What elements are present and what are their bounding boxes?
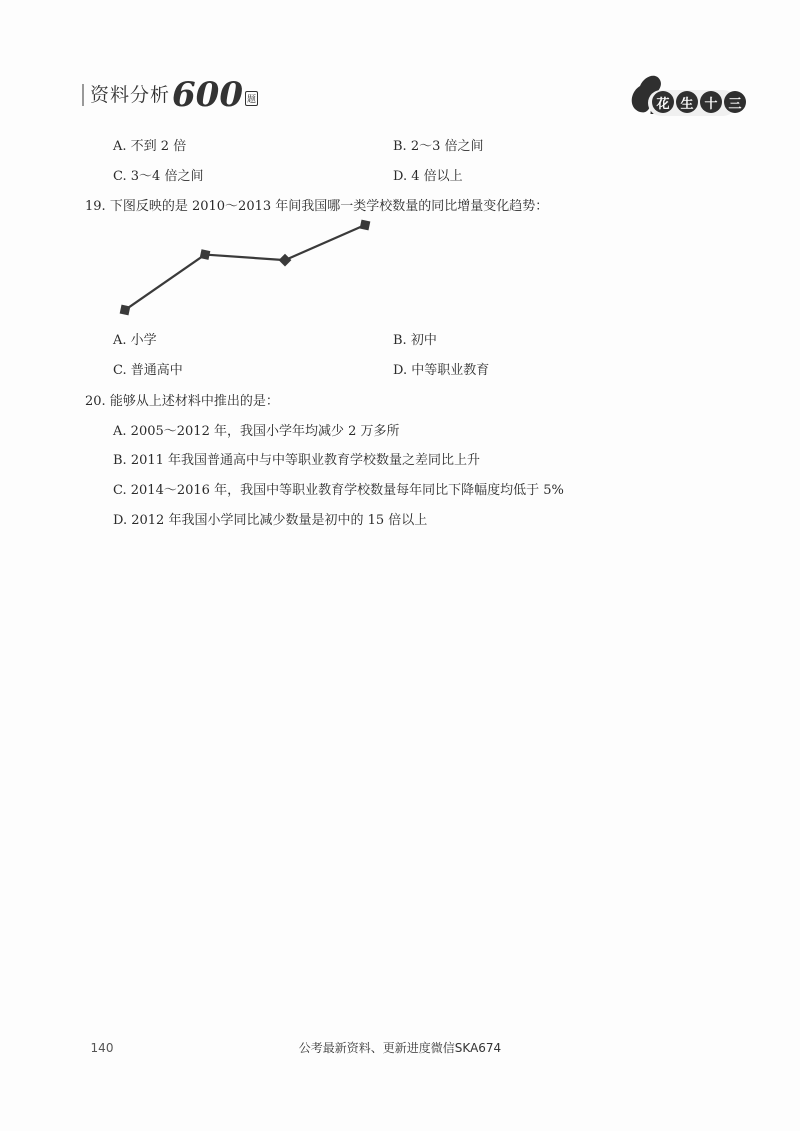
logo-char: 花 — [652, 91, 674, 113]
option-text: 2～3 倍之间 — [410, 139, 484, 154]
chart-line-segment — [285, 225, 365, 260]
option-text: 普通高中 — [130, 363, 183, 378]
q20-option-a[interactable] — [113, 424, 400, 440]
option-label: D. — [393, 363, 408, 378]
q18-option-a[interactable] — [113, 139, 186, 155]
chart-data-point — [200, 249, 211, 260]
q20-option-d[interactable] — [113, 513, 427, 529]
chart-data-point — [120, 305, 131, 316]
option-text: 小学 — [130, 333, 157, 348]
footer-note: 公考最新资料、更新进度微信SKA674 — [298, 1041, 502, 1055]
q20-stem — [85, 394, 279, 410]
option-text: 2012 年我国小学同比减少数量是初中的 15 倍以上 — [131, 513, 428, 528]
option-text: 初中 — [410, 333, 437, 348]
chart-series — [125, 225, 365, 310]
book-title-number: 600 — [172, 75, 243, 115]
option-text: 4 倍以上 — [411, 169, 463, 184]
q19-stem — [85, 199, 548, 215]
option-label: D. — [393, 169, 408, 184]
q19-option-a[interactable] — [113, 333, 157, 349]
option-label: D. — [113, 513, 128, 528]
question-number: 19. — [85, 199, 106, 214]
question-text: 下图反映的是 2010～2013 年间我国哪一类学校数量的同比增量变化趋势： — [109, 199, 549, 214]
chart-line-segment — [125, 255, 205, 310]
trend-line-chart — [110, 215, 380, 320]
option-label: B. — [113, 453, 127, 468]
option-text: 2011 年我国普通高中与中等职业教育学校数量之差同比上升 — [130, 453, 481, 468]
option-label: A. — [113, 333, 127, 348]
question-number: 20. — [85, 394, 106, 409]
option-text: 3～4 倍之间 — [130, 169, 204, 184]
book-title: 资料分析 — [90, 84, 171, 106]
q20-option-b[interactable] — [113, 453, 480, 469]
option-text: 2014～2016 年，我国中等职业教育学校数量每年同比下降幅度均低于 5% — [130, 483, 564, 498]
chart-data-point — [360, 220, 371, 231]
chart-data-point — [279, 254, 292, 267]
option-label: C. — [113, 363, 127, 378]
q19-option-b[interactable] — [393, 333, 437, 349]
logo-char: 生 — [676, 91, 698, 113]
option-text: 中等职业教育 — [411, 363, 490, 378]
q18-option-c[interactable] — [113, 169, 203, 185]
book-header — [82, 75, 258, 115]
q20-option-c[interactable] — [113, 483, 564, 499]
option-label: A. — [113, 424, 127, 439]
option-label: C. — [113, 169, 127, 184]
q19-option-c[interactable] — [113, 363, 183, 379]
logo-char: 三 — [724, 91, 746, 113]
q18-option-b[interactable] — [393, 139, 484, 155]
book-title-suffix: 题 — [245, 91, 258, 106]
option-text: 不到 2 倍 — [130, 139, 187, 154]
chart-markers — [120, 220, 371, 316]
q19-option-d[interactable] — [393, 363, 489, 379]
chart-line-segment — [205, 255, 285, 261]
question-text: 能够从上述材料中推出的是： — [109, 394, 279, 409]
option-text: 2005～2012 年，我国小学年均减少 2 万多所 — [130, 424, 400, 439]
header-divider — [82, 84, 84, 106]
q18-option-d[interactable] — [393, 169, 463, 185]
logo-text — [652, 91, 746, 113]
option-label: B. — [393, 139, 407, 154]
option-label: C. — [113, 483, 127, 498]
option-label: B. — [393, 333, 407, 348]
option-label: A. — [113, 139, 127, 154]
logo-char: 十 — [700, 91, 722, 113]
page-number: 140 — [83, 1038, 121, 1058]
